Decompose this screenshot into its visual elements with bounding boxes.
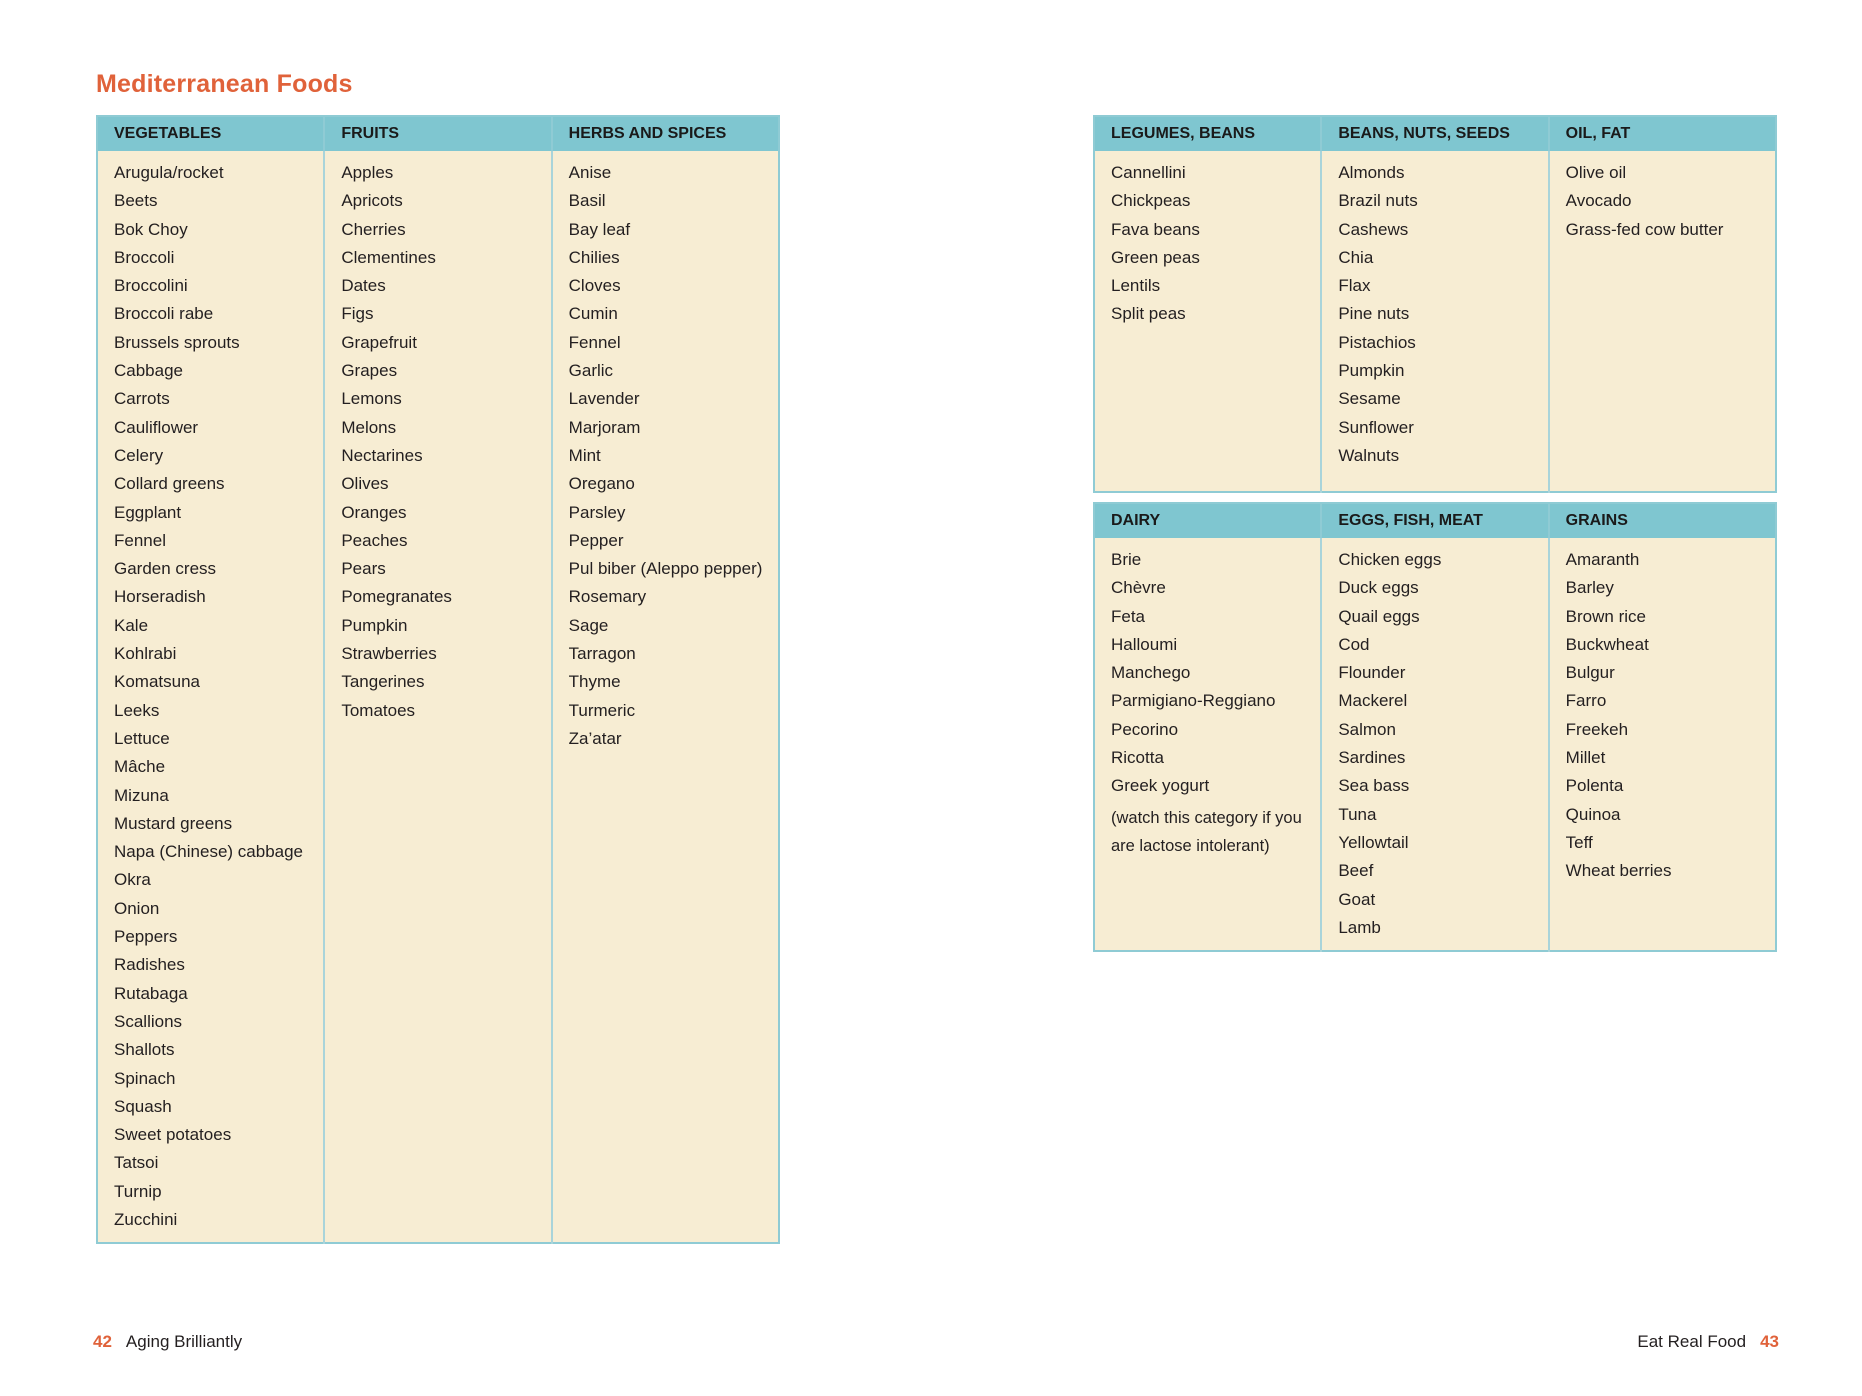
food-item: Za’atar: [568, 728, 622, 748]
page-title: Mediterranean Foods: [96, 70, 353, 98]
food-item: Goat: [1338, 889, 1376, 909]
food-list: [1566, 159, 1775, 244]
food-item: Millet: [1565, 748, 1606, 768]
food-item: Apricots: [341, 191, 403, 211]
column-header-oil-fat: OIL, FAT: [1549, 116, 1776, 151]
food-item: Greek yogurt: [1111, 776, 1210, 796]
food-item: Cannellini: [1111, 163, 1186, 182]
food-item: Wheat berries: [1565, 861, 1672, 881]
column-header-herbs-and-spices: HERBS AND SPICES: [552, 116, 779, 151]
food-item: Ricotta: [1111, 748, 1164, 768]
food-item: Split peas: [1111, 304, 1186, 324]
food-item: Kohlrabi: [114, 644, 177, 664]
food-item: Turnip: [114, 1181, 162, 1201]
food-item: Cabbage: [114, 361, 184, 381]
food-item: Broccoli rabe: [114, 304, 214, 324]
food-item: Chèvre: [1111, 578, 1166, 598]
food-item: Strawberries: [341, 644, 437, 664]
food-item: Pul biber (Aleppo pepper): [568, 559, 763, 579]
food-item: Leeks: [114, 700, 160, 720]
food-item: Grass-fed cow butter: [1565, 219, 1724, 239]
column-header-legumes-beans: LEGUMES, BEANS: [1094, 116, 1321, 151]
food-item: Dates: [341, 276, 386, 296]
food-item: Duck eggs: [1338, 578, 1419, 598]
food-item: Pepper: [568, 530, 624, 550]
food-list: [569, 159, 778, 753]
column-header-fruits: FRUITS: [324, 116, 551, 151]
food-item: Bay leaf: [568, 219, 631, 239]
food-list: [1338, 159, 1547, 470]
food-item: Oranges: [341, 502, 407, 522]
food-item: Fava beans: [1111, 219, 1200, 239]
food-item: Brazil nuts: [1338, 191, 1418, 211]
food-list: [1338, 546, 1547, 942]
food-item: Garden cress: [114, 559, 217, 579]
food-item: Beets: [114, 191, 158, 211]
food-item: Cauliflower: [114, 417, 199, 437]
column-header-beans-nuts-seeds: BEANS, NUTS, SEEDS: [1321, 116, 1548, 151]
food-item: Lemons: [341, 389, 402, 409]
food-item: Sage: [568, 615, 609, 635]
food-item: Melons: [341, 417, 397, 437]
food-item: Okra: [114, 870, 151, 890]
food-item: Quail eggs: [1338, 606, 1420, 626]
food-item: Olive oil: [1565, 163, 1627, 182]
column-grains: [1549, 538, 1776, 951]
column-herbs-and-spices: [552, 151, 779, 1243]
food-item: Barley: [1565, 578, 1614, 598]
food-item: Olives: [341, 474, 389, 494]
food-item: Horseradish: [114, 587, 206, 607]
food-item: Radishes: [114, 955, 185, 975]
footer-right: [1637, 1332, 1779, 1352]
food-item: Tomatoes: [341, 700, 416, 720]
column-dairy: [1094, 538, 1321, 951]
food-item: Pistachios: [1338, 332, 1416, 352]
table-header-row: [1094, 503, 1776, 538]
food-item: Carrots: [114, 389, 170, 409]
food-item: Onion: [114, 898, 160, 918]
page-number-right: 43: [1760, 1332, 1779, 1351]
food-item: Tuna: [1338, 804, 1377, 824]
table-body-row: [1094, 538, 1776, 951]
food-item: Pumpkin: [1338, 361, 1405, 381]
food-item: Peaches: [341, 530, 408, 550]
food-item: Peppers: [114, 927, 178, 947]
footer-left: [93, 1332, 242, 1352]
food-item: Zucchini: [114, 1209, 178, 1229]
food-item: Brown rice: [1565, 606, 1646, 626]
food-item: Pine nuts: [1338, 304, 1410, 324]
column-beans-nuts-seeds: [1321, 151, 1548, 492]
food-item: Nectarines: [341, 445, 423, 465]
food-item: Pecorino: [1111, 719, 1179, 739]
food-item: Sardines: [1338, 748, 1406, 768]
food-item: Marjoram: [568, 417, 641, 437]
column-header-dairy: DAIRY: [1094, 503, 1321, 538]
food-item: Parsley: [568, 502, 626, 522]
food-item: Buckwheat: [1565, 634, 1649, 654]
food-item: Grapes: [341, 361, 398, 381]
food-item: Lavender: [568, 389, 640, 409]
food-list: [1111, 546, 1320, 801]
table-header-row: [1094, 116, 1776, 151]
food-item: Sunflower: [1338, 417, 1414, 437]
food-item: Thyme: [568, 672, 621, 692]
food-item: Grapefruit: [341, 332, 417, 352]
food-item: Feta: [1111, 606, 1146, 626]
table-body-row: [1094, 151, 1776, 492]
food-item: Tatsoi: [114, 1153, 159, 1173]
food-item: Fennel: [568, 332, 621, 352]
food-item: Brussels sprouts: [114, 332, 240, 352]
food-item: Walnuts: [1338, 445, 1400, 465]
food-item: Farro: [1565, 691, 1607, 711]
food-item: Lentils: [1111, 276, 1161, 296]
column-vegetables: [97, 151, 324, 1243]
food-item: Collard greens: [114, 474, 225, 494]
food-item: Squash: [114, 1096, 172, 1116]
food-item: Fennel: [114, 530, 166, 550]
food-item: Halloumi: [1111, 634, 1178, 654]
food-table-produce: [96, 115, 780, 1244]
food-item: Cumin: [568, 304, 618, 324]
food-item: Kale: [114, 615, 149, 635]
table-header-row: [97, 116, 779, 151]
food-item: Celery: [114, 445, 164, 465]
food-item: Cloves: [568, 276, 621, 296]
food-item: Anise: [568, 163, 612, 182]
food-item: Green peas: [1111, 247, 1200, 267]
food-item: Chicken eggs: [1338, 550, 1442, 569]
food-item: Clementines: [341, 247, 436, 267]
food-item: Brie: [1111, 550, 1142, 569]
food-list: [341, 159, 550, 725]
food-item: Chickpeas: [1111, 191, 1191, 211]
food-item: Basil: [568, 191, 606, 211]
food-item: Flax: [1338, 276, 1371, 296]
food-item: Mustard greens: [114, 813, 233, 833]
column-header-eggs-fish-meat: EGGS, FISH, MEAT: [1321, 503, 1548, 538]
food-item: Pears: [341, 559, 386, 579]
food-item: Napa (Chinese) cabbage: [114, 842, 304, 862]
column-fruits: [324, 151, 551, 1243]
food-item: Pomegranates: [341, 587, 452, 607]
food-item: Mackerel: [1338, 691, 1408, 711]
food-item: Apples: [341, 163, 394, 182]
food-item: Teff: [1565, 832, 1593, 852]
food-item: Figs: [341, 304, 374, 324]
food-item: Komatsuna: [114, 672, 200, 692]
food-item: Oregano: [568, 474, 635, 494]
food-item: Garlic: [568, 361, 614, 381]
food-item: Manchego: [1111, 663, 1191, 683]
food-item: Almonds: [1338, 163, 1405, 182]
food-list: [114, 159, 323, 1234]
column-eggs-fish-meat: [1321, 538, 1548, 951]
food-item: Broccoli: [114, 247, 175, 267]
table-body-row: [97, 151, 779, 1243]
food-table-legumes-nuts-oils: [1093, 115, 1777, 493]
food-item: Quinoa: [1565, 804, 1621, 824]
page-number-left: 42: [93, 1332, 112, 1351]
food-item: Sweet potatoes: [114, 1125, 232, 1145]
column-header-grains: GRAINS: [1549, 503, 1776, 538]
food-item: Pumpkin: [341, 615, 408, 635]
food-item: Polenta: [1565, 776, 1624, 796]
column-header-vegetables: VEGETABLES: [97, 116, 324, 151]
category-note: (watch this category if you are lactose intolerant): [1111, 808, 1302, 855]
food-item: Scallions: [114, 1011, 183, 1031]
food-item: Mâche: [114, 757, 166, 777]
food-item: Salmon: [1338, 719, 1396, 739]
food-item: Sea bass: [1338, 776, 1410, 796]
food-item: Spinach: [114, 1068, 176, 1088]
food-item: Tangerines: [341, 672, 425, 692]
food-item: Cashews: [1338, 219, 1409, 239]
food-item: Amaranth: [1565, 550, 1640, 569]
food-item: Mizuna: [114, 785, 169, 805]
food-list: [1111, 159, 1320, 329]
food-item: Rutabaga: [114, 983, 188, 1003]
food-item: Arugula/rocket: [114, 163, 224, 182]
food-item: Tarragon: [568, 644, 636, 664]
food-item: Cod: [1338, 634, 1370, 654]
food-item: Bok Choy: [114, 219, 188, 239]
running-title-left: Aging Brilliantly: [125, 1332, 243, 1351]
food-item: Rosemary: [568, 587, 647, 607]
food-item: Beef: [1338, 861, 1374, 881]
food-item: Chilies: [568, 247, 620, 267]
food-item: Chia: [1338, 247, 1374, 267]
food-item: Parmigiano-Reggiano: [1111, 691, 1276, 711]
food-item: Yellowtail: [1338, 832, 1409, 852]
food-item: Turmeric: [568, 700, 636, 720]
food-item: Freekeh: [1565, 719, 1629, 739]
food-item: Lamb: [1338, 917, 1381, 937]
running-title-right: Eat Real Food: [1637, 1332, 1747, 1351]
food-item: Sesame: [1338, 389, 1401, 409]
food-item: Shallots: [114, 1040, 175, 1060]
food-list: [1566, 546, 1775, 886]
food-table-dairy-protein-grains: [1093, 502, 1777, 952]
food-item: Bulgur: [1565, 663, 1615, 683]
column-legumes-beans: [1094, 151, 1321, 492]
food-item: Broccolini: [114, 276, 188, 296]
food-item: Avocado: [1565, 191, 1632, 211]
food-item: Flounder: [1338, 663, 1406, 683]
food-item: Lettuce: [114, 728, 170, 748]
food-item: Mint: [568, 445, 601, 465]
food-item: Cherries: [341, 219, 406, 239]
food-item: Eggplant: [114, 502, 182, 522]
column-oil-fat: [1549, 151, 1776, 492]
